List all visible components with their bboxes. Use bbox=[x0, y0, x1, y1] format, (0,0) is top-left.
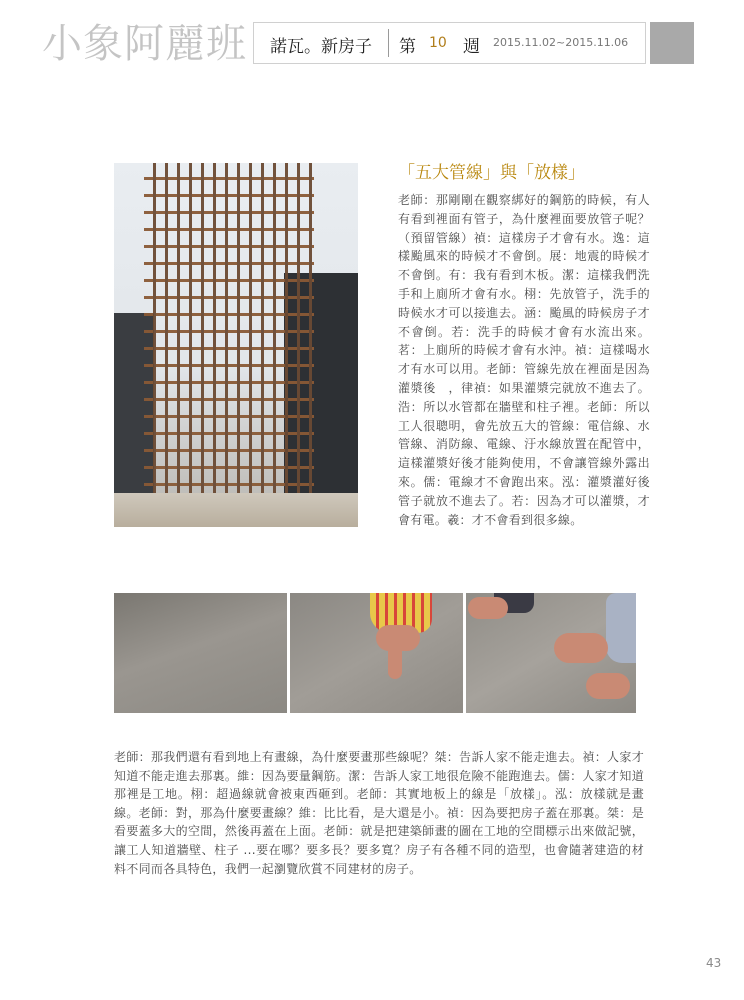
header-divider bbox=[388, 29, 389, 57]
week-label: 第 bbox=[399, 37, 416, 57]
child-finger bbox=[388, 643, 402, 679]
week-number: 10 bbox=[429, 35, 447, 51]
header-gray-tab bbox=[650, 22, 694, 64]
child-hand-left bbox=[468, 597, 508, 619]
brand-title: 小象阿麗班 bbox=[42, 21, 247, 67]
ground-marking-photo-2 bbox=[290, 593, 463, 713]
section-title: 「五大管線」與「放樣」 bbox=[398, 163, 585, 183]
rebar-cage bbox=[144, 163, 314, 527]
ground-marking-photo-3 bbox=[466, 593, 636, 713]
child-hand-right bbox=[554, 633, 608, 663]
bottom-paragraph: 老師：那我們還有看到地上有畫線，為什麼要畫那些線呢？桀：告訴人家不能走進去。禎：人家才知道不能走進去那裏。維：因為要量鋼筋。潔：告訴人家工地很危險不能跑進去。儒：人家才知道那裡是工地。栩：超過線就會被東西砸到。老師：其實地板上的線是「放樣」。泓：放樣就是畫線。老師：對，那為什麼要畫線？維：比比看，是大還是小。禎：因為要把房子蓋在那裏。桀：是看要蓋多大的空間，然後再蓋在上面。老師：就是把建築師畫的圖在工地的空間標示出來做記號，讓工人知道牆壁、柱子 ...要在哪？要多長？要多寬？房子有各種不同的造型，也會隨著建造的材料不同而各具特色，我們一起瀏覽欣賞不同建材的房子。 bbox=[114, 750, 644, 876]
child-hand-lower bbox=[586, 673, 630, 699]
header-box bbox=[253, 22, 646, 64]
child-sleeve-right bbox=[606, 593, 636, 663]
date-range: 2015.11.02~2015.11.06 bbox=[493, 36, 629, 49]
week-suffix: 週 bbox=[463, 37, 480, 57]
ground-marking-photo-1 bbox=[114, 593, 287, 713]
unit-title: 諾瓦。新房子 bbox=[270, 37, 372, 57]
page-number: 43 bbox=[706, 956, 722, 970]
rebar-ground bbox=[114, 493, 358, 527]
side-paragraph: 老師：那剛剛在觀察綁好的鋼筋的時候，有人有看到裡面有管子，為什麼裡面要放管子呢？（預留管線）禎：這樣房子才會有水。逸：這樣颱風來的時候才不會倒。展：地震的時候才不會倒。有：我有看到木板。潔：這樣我們洗手和上廁所才會有水。栩：先放管子，洗手的時候水才可以接進去。涵：颱風的時候房子才不會倒。若：洗手的時候才會有水流出來。茗：上廁所的時候才會有水沖。禎：這樣喝水才有水可以用。老師：管線先放在裡面是因為灌漿後 ，律禎：如果灌漿完就放不進去了。浩：所以水管都在牆壁和柱子裡。老師：所以工人很聰明，會先放五大的管線：電信線、水管線、消防線、電線、汙水線放置在配管中，這樣灌漿好後才能夠使用，不會讓管線外露出來。儒：電線才不會跑出來。泓：灌漿灌好後管子就放不進去了。若：因為才可以灌漿，才會有電。羲：才不會看到很多線。 bbox=[398, 193, 650, 527]
rebar-column-photo bbox=[114, 163, 358, 527]
